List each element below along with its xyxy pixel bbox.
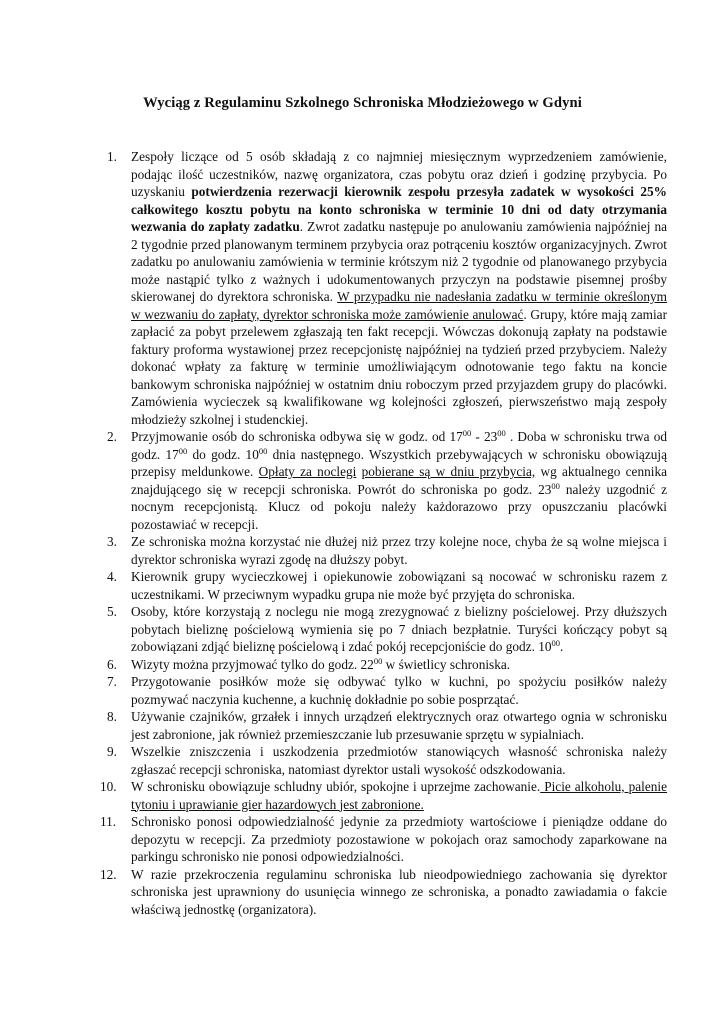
rule-item xyxy=(107,568,667,603)
rule-text xyxy=(131,814,667,864)
rule-text xyxy=(131,779,667,812)
rule-item xyxy=(100,813,667,866)
superscript-minutes: 00 xyxy=(373,655,383,666)
superscript-minutes: 00 xyxy=(462,428,472,438)
rule-item xyxy=(107,743,667,778)
rule-text xyxy=(131,604,667,654)
text-run: Kierownik grupy wycieczkowej i opiekunowie zobowiązani są nocować w schronisku razem z uczestnikami. W przeciwnym wypadku grupa nie może być przyjęta do schroniska. xyxy=(131,569,667,602)
text-run: Wizyty można przyjmować tylko do godz. 22 xyxy=(131,656,374,672)
underlined-text: W przypadku nie nadesłania zadatku w terminie określonym w wezwaniu do zapłaty, dyrektor schroniska może zamówienie anulować xyxy=(131,289,667,322)
rule-number: 10. xyxy=(100,779,117,794)
text-run: Schronisko ponosi odpowiedzialność jedynie za przedmioty wartościowe i pieniądze oddane do depozytu w recepcji. Za przedmioty pozostawione w pokojach oraz samochody zaparkowane na parkingu schronisko nie ponosi odpowiedzialności. xyxy=(131,814,667,864)
rule-text xyxy=(131,744,667,777)
text-run: należy uzgodnić z nocnym recepcjonistą. Klucz od pokoju należy każdorazowo przy opuszczaniu placówki pozostawiać w recepcji. xyxy=(131,481,668,532)
rule-number: 3. xyxy=(107,534,117,549)
document-title: Wyciąg z Regulaminu Szkolnego Schroniska Młodzieżowego w Gdyni xyxy=(143,95,582,111)
rule-text xyxy=(131,429,667,532)
rule-number: 9. xyxy=(107,744,117,759)
rule-number: 11. xyxy=(100,814,117,829)
rule-number: 1. xyxy=(107,149,117,164)
rule-text xyxy=(131,867,667,917)
text-run: W razie przekroczenia regulaminu schroniska lub nieodpowiedniego zachowania się dyrektor schroniska jest uprawniony do usunięcia winnego ze schroniska, a ponadto zawiadamia o fakcie właściwą jednostkę (organizatora). xyxy=(131,866,667,917)
rule-number: 4. xyxy=(107,569,117,584)
rule-number: 12. xyxy=(100,866,117,882)
text-run: wg aktualnego cennika znajdującego się w recepcji schroniska. Powrót do schroniska po godz. 23 xyxy=(131,464,667,497)
rule-text xyxy=(131,149,667,427)
superscript-minutes: 00 xyxy=(551,638,561,648)
text-run: Wszelkie zniszczenia i uszkodzenia przedmiotów stanowiących własność schroniska należy zgłaszać recepcji schroniska, natomiast dyrektor ustali wysokość odszkodowania. xyxy=(131,744,667,777)
text-run: W schronisku obowiązuje schludny ubiór, spokojne i uprzejme zachowanie. xyxy=(131,779,541,794)
underlined-text: pobierane są w dniu przybycia, xyxy=(361,464,536,479)
text-run: . Grupy, które mają zamiar zapłacić za pobyt przelewem zgłaszają ten fakt recepcji. Wówczas dokonują zapłaty na podstawie faktury proforma wystawionej przez recepcjonistę najpóźniej na tydzień przed przybyciem. Należy dokonać wpłaty za fakturę w terminie umożliwiającym odnotowanie tego faktu na koncie bankowym schroniska najpóźniej w ostatnim dniu roboczym przed przyjazdem grupy do placówki. Zamówienia wycieczek są kwalifikowane wg kolejności zgłoszeń, pierwszeństwo mają zespoły młodzieży szkolnej i studenckiej. xyxy=(131,306,667,427)
text-run: . Zwrot zadatku następuje po anulowaniu zamówienia najpóźniej na 2 tygodnie przed planowanym terminem przybycia oraz potrąceniu kosztów organizacyjnych. Zwrot zadatku po anulowaniu zamówienia w terminie krótszym niż 2 tygodnie od planowanego przybycia może nastąpić tylko z ważnych i udokumentowanych przyczyn na podstawie pisemnej prośby skierowanej do dyrektora schroniska. xyxy=(131,219,667,304)
rule-number: 8. xyxy=(107,709,117,724)
rule-number: 6. xyxy=(107,656,117,672)
rule-item xyxy=(107,533,667,568)
rule-item xyxy=(107,708,667,743)
rule-number: 7. xyxy=(107,674,117,689)
underlined-text: Opłaty za noclegi xyxy=(258,464,357,479)
superscript-minutes: 00 xyxy=(551,480,560,491)
rule-text xyxy=(131,674,667,707)
rule-text xyxy=(131,657,510,672)
rule-text xyxy=(131,709,667,742)
text-run: . xyxy=(560,639,564,654)
text-run: Używanie czajników, grzałek i innych urządzeń elektrycznych oraz otwartego ognia w schronisku jest zabronione, jak również przemieszczanie lub przesuwanie sprzętu w sypialniach. xyxy=(131,709,667,742)
rule-text xyxy=(131,534,667,567)
text-run: Zespoły liczące od 5 osób składają z co najmniej miesięcznym wyprzedzeniem zamówienie, podając ilość uczestników, nazwę organizatora, czas pobytu oraz dzień i godzinę przybycia. Po uzyskaniu xyxy=(131,149,667,199)
text-run: do godz. 10 xyxy=(187,446,259,462)
rule-item xyxy=(107,673,667,708)
text-run: Przyjmowanie osób do schroniska odbywa się w godz. od 17 xyxy=(131,429,463,444)
text-run: Przygotowanie posiłków może się odbywać tylko w kuchni, po spożyciu posiłków należy pozmywać naczynia kuchenne, a kuchnię dokładnie po sobie posprzątać. xyxy=(131,674,667,707)
text-run: Osoby, które korzystają z noclegu nie mogą zrezygnować z bielizny pościelowej. Przy dłuższych pobytach bieliznę pościelową wymienia się po 7 dniach bezpłatnie. Turyści kończący pobyt są zobowiązani zdjąć bieliznę pościelową i zdać pokój recepcjoniście do godz. 10 xyxy=(131,604,667,654)
rule-item xyxy=(107,656,667,674)
rule-item xyxy=(100,866,667,919)
bold-text: potwierdzenia rezerwacji kierownik zespołu przesyła zadatek w wysokości 25% całkowitego kosztu pobytu na konto schroniska w terminie 10 dni od daty otrzymania wezwania do zapłaty zadatku xyxy=(131,184,667,234)
rule-text xyxy=(131,569,667,602)
text-run: - 23 xyxy=(471,429,498,444)
rule-number: 5. xyxy=(107,604,117,619)
superscript-minutes: 00 xyxy=(258,445,268,456)
text-run: dnia następnego. Wszystkich przebywających w schronisku obowiązują przepisy meldunkowe. xyxy=(131,446,667,479)
rule-item xyxy=(107,428,667,533)
text-run: w świetlicy schroniska. xyxy=(382,656,511,672)
rules-list xyxy=(100,148,668,918)
rule-item xyxy=(107,603,667,656)
superscript-minutes: 00 xyxy=(178,445,188,456)
rule-number: 2. xyxy=(107,429,117,444)
rule-item xyxy=(107,148,667,428)
text-run: . Doba w schronisku trwa od godz. 17 xyxy=(131,429,668,462)
underlined-text: Picie alkoholu, palenie tytoniu i uprawianie gier hazardowych jest zabronione. xyxy=(131,779,668,812)
rule-item xyxy=(100,778,668,813)
text-run: Ze schroniska można korzystać nie dłużej niż przez trzy kolejne noce, chyba że są wolne miejsca i dyrektor schroniska wyrazi zgodę na dłuższy pobyt. xyxy=(131,534,667,567)
superscript-minutes: 00 xyxy=(497,428,506,438)
